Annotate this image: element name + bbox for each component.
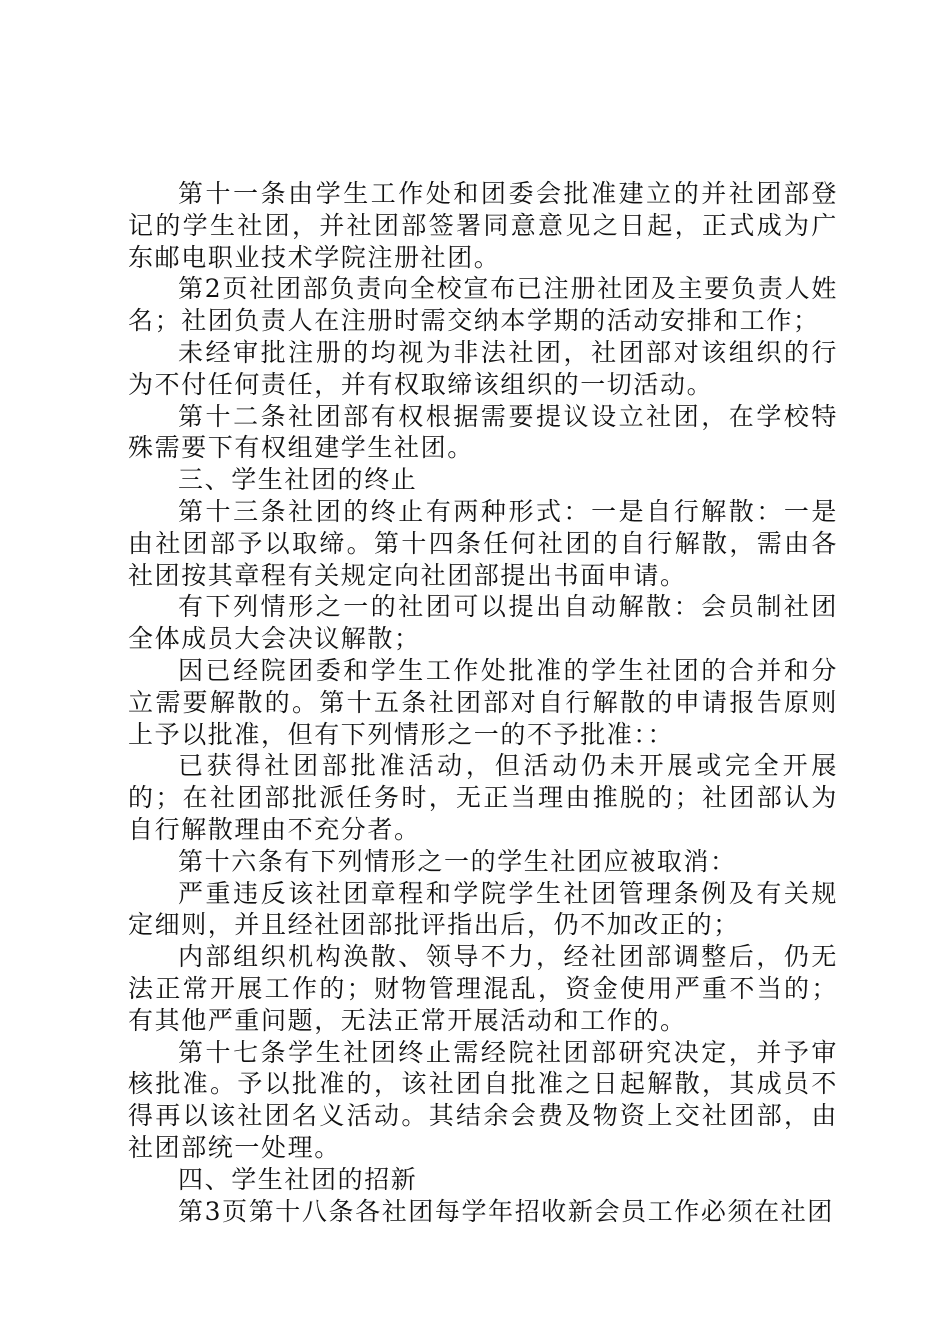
paragraph-registration-announcement: 第2页社团部负责向全校宣布已注册社团及主要负责人姓名；社团负责人在注册时需交纳本学期的活动安排和工作； [128,274,838,336]
paragraph-article-11: 第十一条由学生工作处和团委会批准建立的并社团部登记的学生社团，并社团部签署同意意见之日起，正式成为广东邮电职业技术学院注册社团。 [128,179,838,272]
paragraph-article-12: 第十二条社团部有权根据需要提议设立社团，在学校特殊需要下有权组建学生社团。 [128,401,838,463]
paragraph-article-15: 因已经院团委和学生工作处批准的学生社团的合并和分立需要解散的。第十五条社团部对自行解散的申请报告原则上予以批准，但有下列情形之一的不予批准：： [128,655,838,749]
paragraph-voluntary-dissolution: 有下列情形之一的社团可以提出自动解散：会员制社团全体成员大会决议解散； [128,592,838,654]
paragraph-article-17: 第十七条学生社团终止需经院社团部研究决定，并予审核批准。予以批准的，该社团自批准之日起解散，其成员不得再以该社团名义活动。其结余会费及物资上交社团部，由社团部统一处理。 [128,1037,838,1162]
section-heading-recruitment: 四、学生社团的招新 [178,1164,418,1194]
paragraph-unregistered-clubs: 未经审批注册的均视为非法社团，社团部对该组织的行为不付任何责任，并有权取缔该组织的一切活动。 [128,337,838,399]
paragraph-internal-disorder: 内部组织机构涣散、领导不力，经社团部调整后，仍无法正常开展工作的；财物管理混乱，资金使用严重不当的；有其他严重问题，无法正常开展活动和工作的。 [128,942,838,1035]
paragraph-not-approved-cases: 已获得社团部批准活动，但活动仍未开展或完全开展的；在社团部批派任务时，无正当理由推脱的；社团部认为自行解散理由不充分者。 [128,751,838,844]
section-heading-termination: 三、学生社团的终止 [178,465,418,495]
paragraph-article-13-14: 第十三条社团的终止有两种形式：一是自行解散：一是由社团部予以取缔。第十四条任何社团的自行解散，需由各社团按其章程有关规定向社团部提出书面申请。 [128,496,838,590]
paragraph-serious-violation: 严重违反该社团章程和学院学生社团管理条例及有关规定细则，并且经社团部批评指出后，仍不加改正的； [128,878,838,940]
document-body [128,178,838,1227]
paragraph-article-16: 第十六条有下列情形之一的学生社团应被取消： [178,846,737,876]
paragraph-article-18: 第3页第十八条各社团每学年招收新会员工作必须在社团 [178,1196,834,1226]
